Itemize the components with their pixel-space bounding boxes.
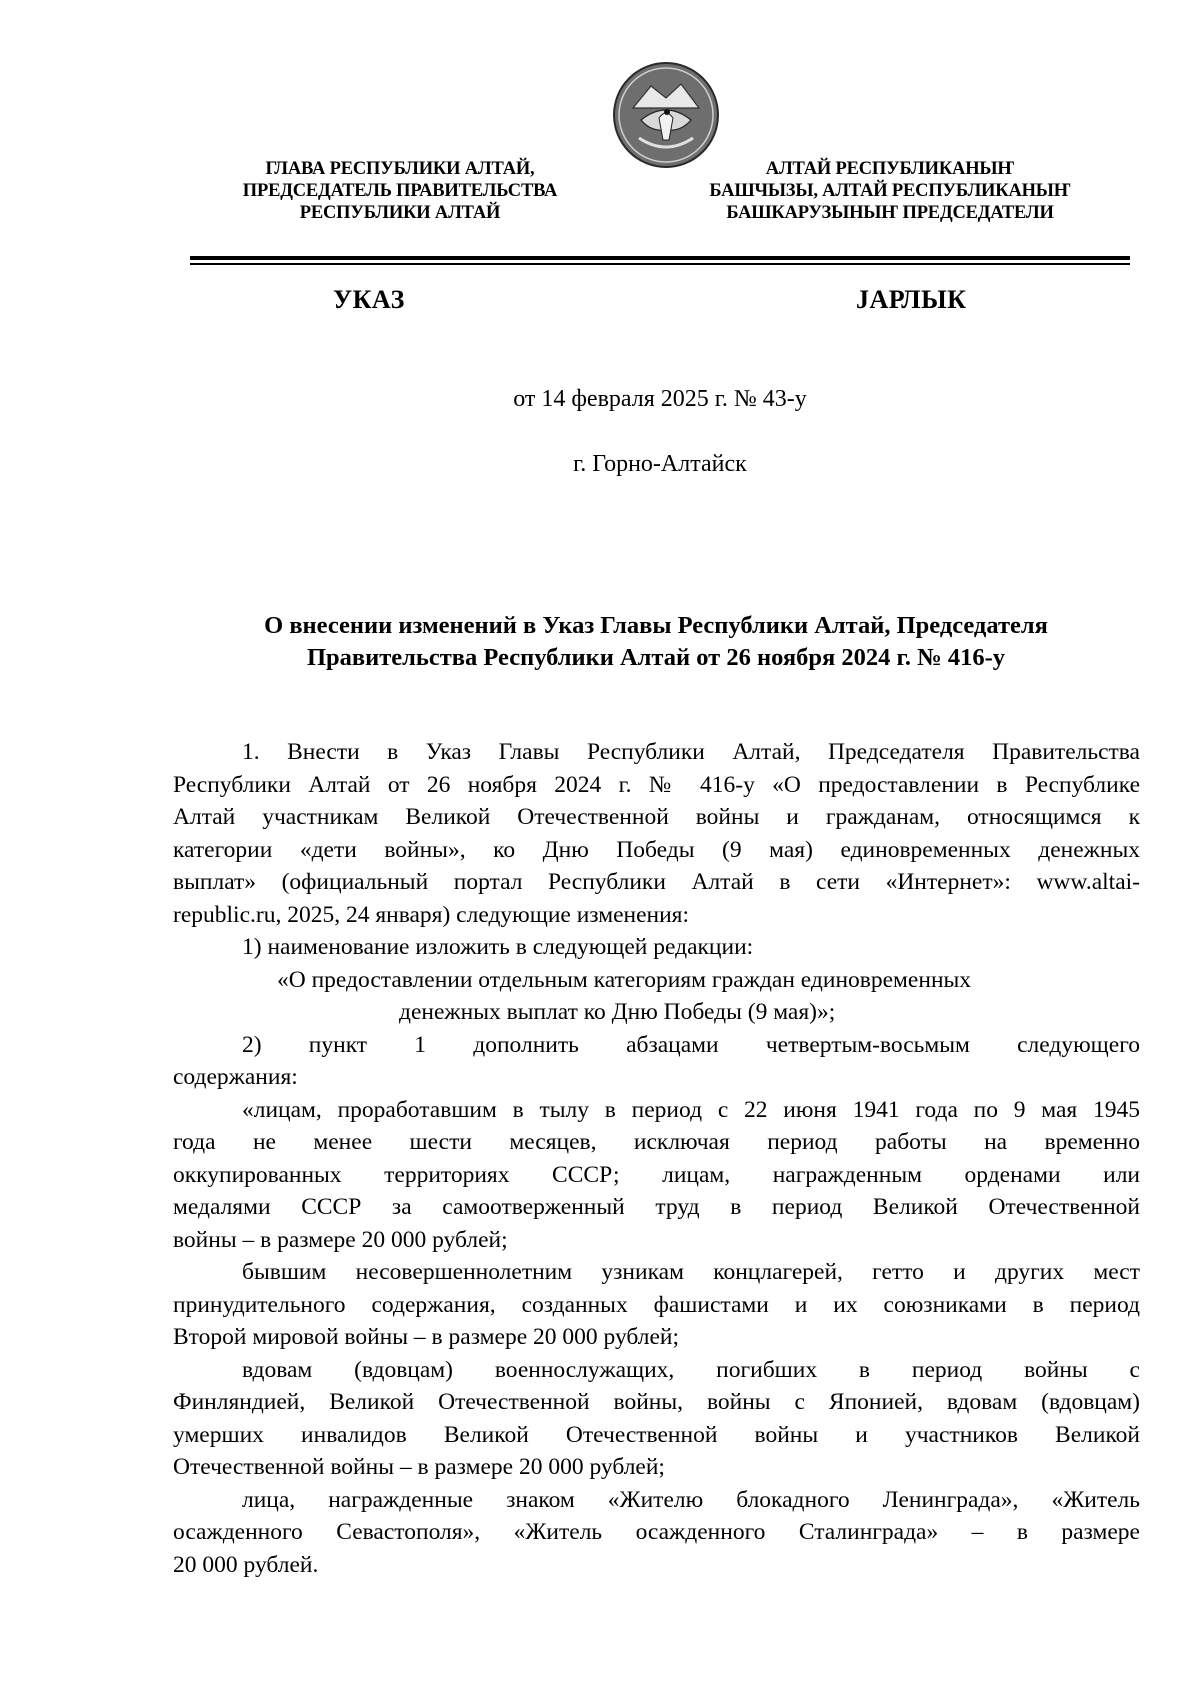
body-line: republic.ru, 2025, 24 января) следующие изменения: xyxy=(173,901,690,928)
body-line: умерших инвалидов Великой Отечественной войны и участников Великой xyxy=(173,1421,1140,1448)
body-line: содержания: xyxy=(173,1064,298,1090)
body-line: принудительного содержания, созданных фашистами и их союзниками в период xyxy=(173,1291,1140,1318)
body-line: медалями СССР за самоотверженный труд в период Великой Отечественной xyxy=(173,1194,1140,1220)
body-line: 1. Внести в Указ Главы Республики Алтай, Председателя Правительства xyxy=(242,739,1140,765)
date-number-line: от 14 февраля 2025 г. № 43-у xyxy=(513,386,807,412)
body-line: «лицам, проработавшим в тылу в период с 22 июня 1941 года по 9 мая 1945 xyxy=(242,1096,1140,1123)
body-line: Финляндией, Великой Отечественной войны, войны с Японией, вдовам (вдовцам) xyxy=(173,1389,1140,1415)
body-line: Второй мировой войны – в размере 20 000 рублей; xyxy=(173,1324,680,1350)
doc-type-russian: УКАЗ xyxy=(333,285,405,314)
body-line: 1) наименование изложить в следующей редакции: xyxy=(242,934,754,960)
body-line: осажденного Севастополя», «Житель осажденного Сталинграда» – в размере xyxy=(173,1519,1140,1545)
place-line: г. Горно-Алтайск xyxy=(573,451,747,477)
body-line: выплат» (официальный портал Республики Алтай в сети «Интернет»: www.altai- xyxy=(173,869,1140,895)
issuer-header-line: ПРЕДСЕДАТЕЛЬ ПРАВИТЕЛЬСТВА xyxy=(242,181,558,201)
issuer-header-line: БАШЧЫЗЫ, АЛТАЙ РЕСПУБЛИКАНЫҤ xyxy=(709,181,1071,201)
issuer-header-line: ГЛАВА РЕСПУБЛИКИ АЛТАЙ, xyxy=(265,159,535,179)
body-line: Отечественной войны – в размере 20 000 рублей; xyxy=(173,1454,665,1480)
body-line: вдовам (вдовцам) военнослужащих, погибших в период войны с xyxy=(242,1356,1140,1383)
document-subject xyxy=(172,610,1140,674)
issuer-header-line: БАШКАРУЗЫНЫҤ ПРЕДСЕДАТЕЛИ xyxy=(726,203,1054,223)
issuer-header-altai xyxy=(690,158,1090,224)
body-line: «О предоставлении отдельным категориям граждан единовременных xyxy=(277,966,972,993)
body-line: категории «дети войны», ко Дню Победы (9 мая) единовременных денежных xyxy=(173,836,1140,863)
subject-line: Правительства Республики Алтай от 26 ноября 2024 г. № 416-у xyxy=(306,644,1006,671)
body-line: лица, награжденные знаком «Жителю блокадного Ленинграда», «Житель xyxy=(242,1486,1140,1513)
issuer-header-line: РЕСПУБЛИКИ АЛТАЙ xyxy=(299,203,501,223)
document-body xyxy=(173,736,1140,1581)
issuer-header-line: АЛТАЙ РЕСПУБЛИКАНЫҤ xyxy=(765,159,1015,179)
doc-type-altai: JАРЛЫК xyxy=(856,285,967,314)
body-line: денежных выплат ко Дню Победы (9 мая)»; xyxy=(399,999,836,1025)
body-line: войны – в размере 20 000 рублей; xyxy=(173,1226,508,1253)
body-line: оккупированных территориях СССР; лицам, награжденным орденами или xyxy=(173,1161,1140,1188)
body-line: Алтай участникам Великой Отечественной войны и гражданам, относящимся к xyxy=(173,804,1140,830)
body-line: 2) пункт 1 дополнить абзацами четвертым-восьмым следующего xyxy=(242,1031,1140,1058)
republic-altai-coat-of-arms-icon xyxy=(611,60,721,170)
header-divider-thin xyxy=(190,263,1130,265)
header-divider-thick xyxy=(190,256,1130,260)
body-line: Республики Алтай от 26 ноября 2024 г. № 416-у «О предоставлении в Республике xyxy=(173,771,1140,798)
body-line: бывшим несовершеннолетним узникам концлагерей, гетто и других мест xyxy=(242,1259,1140,1285)
subject-line: О внесении изменений в Указ Главы Республики Алтай, Председателя xyxy=(264,612,1048,639)
body-line: года не менее шести месяцев, исключая период работы на временно xyxy=(173,1129,1140,1155)
body-line: 20 000 рублей. xyxy=(173,1551,319,1578)
issuer-header-russian xyxy=(200,158,600,224)
